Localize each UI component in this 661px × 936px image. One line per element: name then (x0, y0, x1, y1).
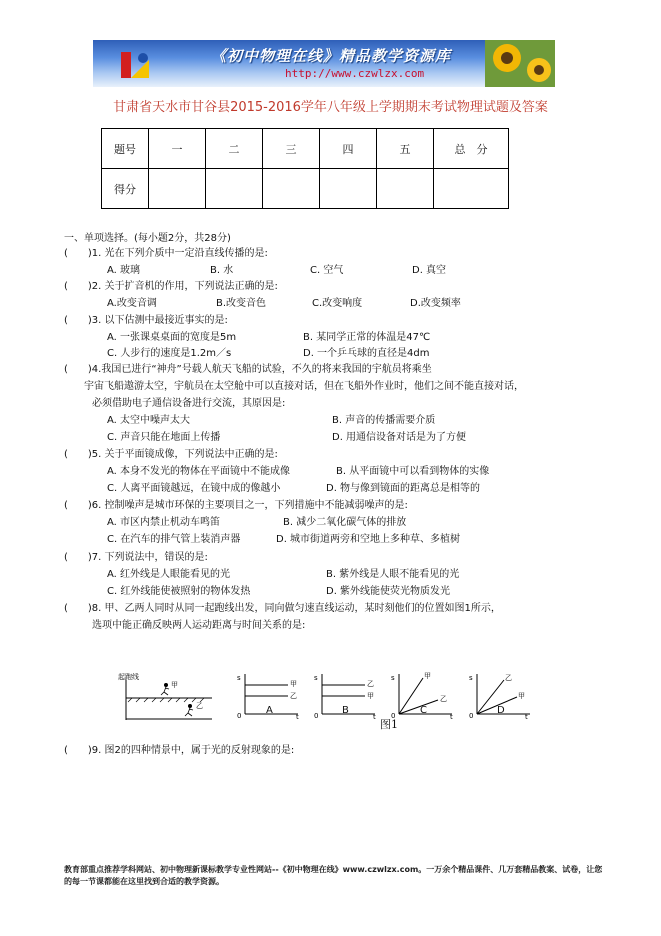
graph-a-letter[interactable]: A (266, 705, 273, 716)
option-a[interactable]: A. 本身不发光的物体在平面镜中不能成像 (107, 466, 291, 477)
option-c[interactable]: C.改变响度 (312, 298, 363, 309)
graph-b-letter[interactable]: B (342, 705, 349, 716)
question-4-stem-line2: 宇宙飞船遨游太空，宇航员在太空舱中可以直接对话，但在飞船外作业时，他们之间不能直接对话， (84, 381, 524, 392)
option-b[interactable]: B. 减少二氧化碳气体的排放 (283, 517, 407, 528)
graph-c-letter[interactable]: C (420, 705, 427, 716)
question-4-stem-line3: 必须借助电子通信设备进行交流，其原因是: (92, 398, 286, 409)
score-table-score-row (102, 169, 509, 209)
option-b[interactable]: B.改变音色 (216, 298, 267, 309)
score-input-cell[interactable] (377, 169, 434, 209)
question-7-stem: ( )7. 下列说法中，错误的是: (64, 552, 208, 563)
option-c[interactable]: C. 在汽车的排气管上装消声器 (107, 534, 241, 545)
origin-label: 0 (391, 712, 396, 720)
option-a[interactable]: A. 一张课桌桌面的宽度是5m (107, 332, 237, 343)
document-title: 甘肃省天水市甘谷县2015-2016学年八年级上学期期末考试物理试题及答案 (113, 100, 548, 115)
option-d[interactable]: D. 城市街道两旁和空地上多种草、多植树 (276, 534, 461, 545)
origin-label: 0 (469, 712, 474, 720)
sunflower-image (485, 40, 555, 87)
figure-1-caption: 图1 (380, 718, 398, 731)
banner-title: 《初中物理在线》精品教学资源库 (211, 47, 452, 65)
option-a[interactable]: A. 市区内禁止机动车鸣笛 (107, 517, 221, 528)
track-scene (118, 672, 212, 720)
question-4-stem: ( )4.我国已进行“神舟”号载人航天飞船的试验，不久的将来我国的宇航员将乘坐 (64, 364, 432, 375)
score-input-cell[interactable] (320, 169, 377, 209)
score-header-cell: 总 分 (434, 129, 509, 169)
figure-1 (112, 672, 532, 720)
series-yi-label: 乙 (505, 674, 512, 682)
score-header-cell: 四 (320, 129, 377, 169)
option-c[interactable]: C. 红外线能使被照射的物体发热 (107, 586, 251, 597)
option-b[interactable]: B. 某同学正常的体温是47℃ (303, 332, 431, 343)
option-d[interactable]: D. 用通信设备对话是为了方便 (332, 432, 467, 443)
option-a[interactable]: A.改变音调 (107, 298, 157, 309)
score-header-cell: 题号 (102, 129, 149, 169)
runner-yi-label: 乙 (196, 702, 203, 710)
axis-t-label: t (525, 713, 528, 720)
runner-jia-icon (161, 683, 169, 695)
origin-label: 0 (237, 712, 242, 720)
series-yi-label: 乙 (440, 695, 447, 703)
question-5-stem: ( )5. 关于平面镜成像，下列说法中正确的是: (64, 449, 278, 460)
question-6-stem: ( )6. 控制噪声是城市环保的主要项目之一，下列措施中不能减弱噪声的是: (64, 500, 408, 511)
series-jia-label: 甲 (518, 692, 525, 700)
option-d[interactable]: D. 物与像到镜面的距离总是相等的 (326, 483, 481, 494)
series-jia-label: 甲 (290, 680, 297, 688)
option-c[interactable]: C. 空气 (310, 265, 344, 276)
origin-label: 0 (314, 712, 319, 720)
question-2-stem: ( )2. 关于扩音机的作用，下列说法正确的是: (64, 281, 278, 292)
score-input-cell[interactable] (263, 169, 320, 209)
axis-s-label: s (391, 674, 395, 682)
axis-s-label: s (469, 674, 473, 682)
hatching (128, 698, 204, 702)
runner-jia-label: 甲 (171, 681, 178, 689)
runner-yi-icon (185, 704, 193, 716)
score-input-cell[interactable] (434, 169, 509, 209)
question-8-stem: ( )8. 甲、乙两人同时从同一起跑线出发，同向做匀速直线运动，某时刻他们的位置如图1所示， (64, 603, 501, 614)
line-yi (399, 700, 438, 714)
site-banner (93, 40, 555, 87)
option-c[interactable]: C. 声音只能在地面上传播 (107, 432, 221, 443)
graph-d-letter[interactable]: D (497, 705, 505, 716)
series-jia-label: 甲 (367, 692, 374, 700)
axis-s-label: s (237, 674, 241, 682)
option-d[interactable]: D. 一个乒乓球的直径是4dm (303, 348, 430, 359)
question-8-stem-line2: 选项中能正确反映两人运动距离与时间关系的是: (92, 620, 306, 631)
banner-url[interactable]: http://www.czwlzx.com (285, 67, 425, 80)
score-input-cell[interactable] (206, 169, 263, 209)
score-header-cell: 五 (377, 129, 434, 169)
axis-t-label: t (296, 713, 299, 720)
option-a[interactable]: A. 太空中噪声太大 (107, 415, 191, 426)
start-line-label: 起跑线 (118, 673, 139, 681)
score-header-cell: 三 (263, 129, 320, 169)
question-9-stem: ( )9. 图2的四种情景中，属于光的反射现象的是: (64, 745, 295, 756)
option-c[interactable]: C. 人离平面镜越远，在镜中成的像越小 (107, 483, 281, 494)
option-d[interactable]: D. 真空 (412, 265, 447, 276)
option-b[interactable]: B. 水 (210, 265, 234, 276)
score-table (101, 128, 509, 209)
score-row-label: 得分 (102, 169, 149, 209)
question-1-stem: ( )1. 光在下列介质中一定沿直线传播的是: (64, 248, 268, 259)
score-header-cell: 一 (149, 129, 206, 169)
option-d[interactable]: D.改变频率 (410, 298, 461, 309)
section-heading: 一、单项选择。(每小题2分，共28分) (64, 233, 231, 244)
axis-t-label: t (450, 713, 453, 720)
series-yi-label: 乙 (367, 680, 374, 688)
option-a[interactable]: A. 玻璃 (107, 265, 141, 276)
site-logo-icon (119, 48, 153, 82)
axis-s-label: s (314, 674, 318, 682)
score-table-header-row (102, 129, 509, 169)
option-b[interactable]: B. 从平面镜中可以看到物体的实像 (336, 466, 490, 477)
score-input-cell[interactable] (149, 169, 206, 209)
series-yi-label: 乙 (290, 692, 297, 700)
score-header-cell: 二 (206, 129, 263, 169)
option-b[interactable]: B. 声音的传播需要介质 (332, 415, 436, 426)
question-3-stem: ( )3. 以下估测中最接近事实的是: (64, 315, 228, 326)
series-jia-label: 甲 (424, 672, 431, 680)
axis-t-label: t (373, 713, 376, 720)
option-a[interactable]: A. 红外线是人眼能看见的光 (107, 569, 231, 580)
page-footer: 教育部重点推荐学科网站、初中物理新课标教学专业性网站--《初中物理在线》www.czwlzx.com。一万余个精品课件、几万套精品教案、试卷，让您的每一节课都能在这里找到合适的教学资源。 (64, 865, 603, 886)
option-d[interactable]: D. 紫外线能使荧光物质发光 (326, 586, 451, 597)
option-b[interactable]: B. 紫外线是人眼不能看见的光 (326, 569, 460, 580)
option-c[interactable]: C. 人步行的速度是1.2m／s (107, 348, 232, 359)
